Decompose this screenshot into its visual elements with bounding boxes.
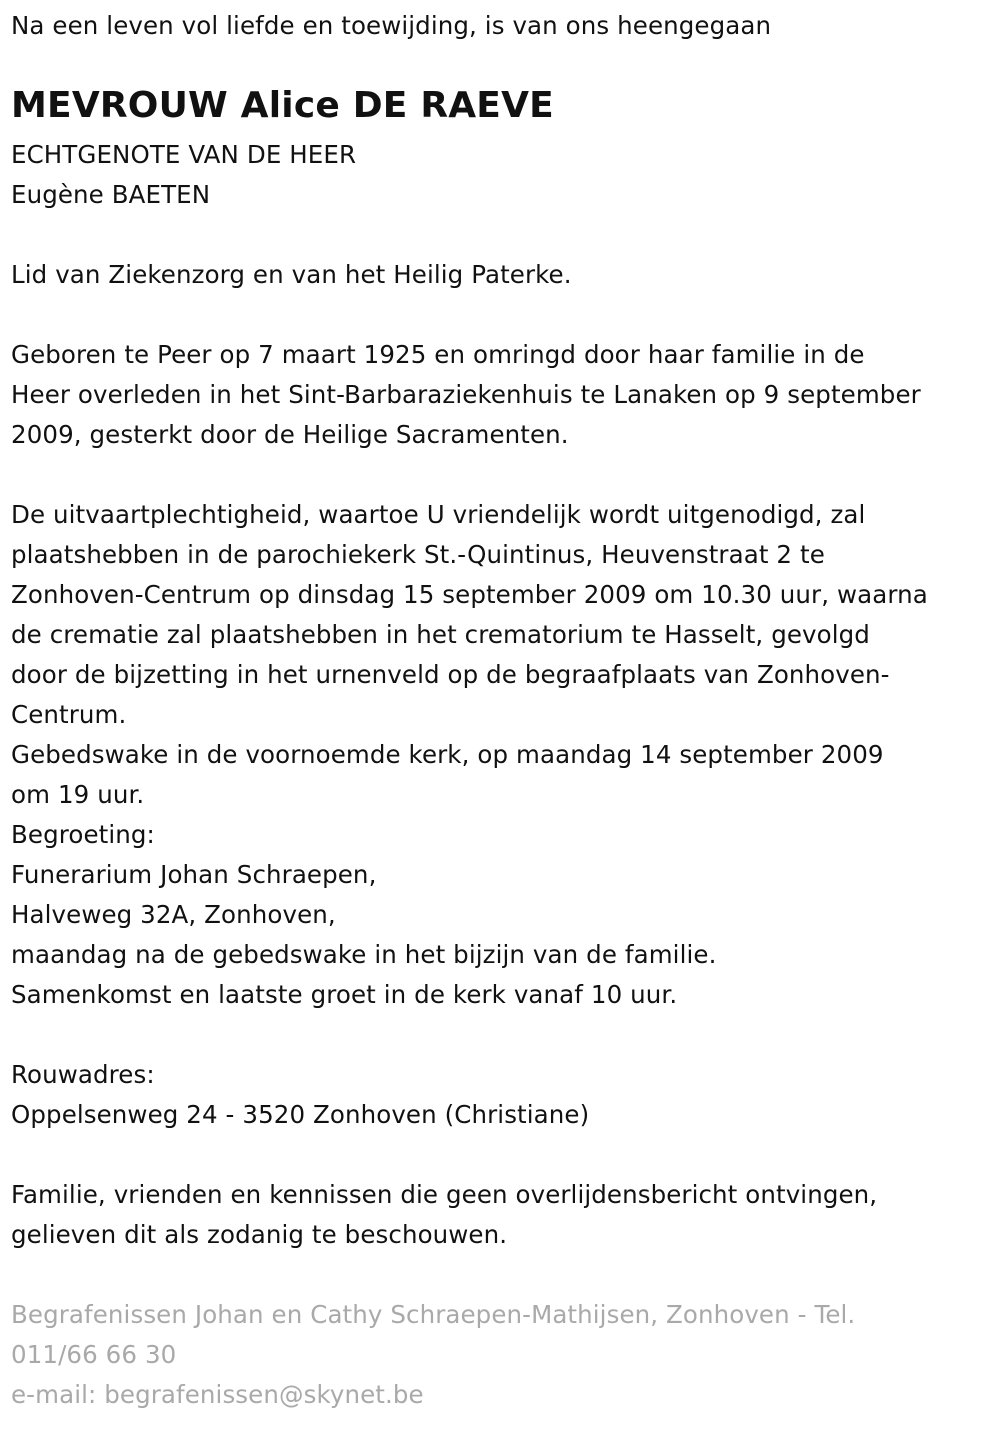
funeral-line: de crematie zal plaatshebben in het crematorium te Hasselt, gevolgd bbox=[11, 620, 870, 649]
birth-death-line: Heer overleden in het Sint-Barbaraziekenhuis te Lanaken op 9 september bbox=[11, 380, 921, 409]
family-notice-line: gelieven dit als zodanig te beschouwen. bbox=[11, 1220, 508, 1249]
spouse-title: ECHTGENOTE VAN DE HEER bbox=[11, 140, 357, 169]
funeral-home-phone: 011/66 66 30 bbox=[11, 1340, 177, 1369]
mourning-address-section bbox=[11, 1055, 589, 1135]
funeral-home-email: e-mail: begrafenissen@skynet.be bbox=[11, 1380, 424, 1409]
funerarium-address: Halveweg 32A, Zonhoven, bbox=[11, 900, 336, 929]
spouse-section bbox=[11, 135, 356, 215]
birth-death-line: 2009, gesterkt door de Heilige Sacramenten. bbox=[11, 420, 569, 449]
membership-text: Lid van Ziekenzorg en van het Heilig Paterke. bbox=[11, 260, 572, 289]
funerarium-name: Funerarium Johan Schraepen, bbox=[11, 860, 377, 889]
funeral-section bbox=[11, 495, 928, 1015]
membership-section bbox=[11, 255, 572, 295]
mourning-address-value: Oppelsenweg 24 - 3520 Zonhoven (Christiane) bbox=[11, 1100, 590, 1129]
funeral-line: door de bijzetting in het urnenveld op de begraafplaats van Zonhoven- bbox=[11, 660, 890, 689]
funeral-line: Zonhoven-Centrum op dinsdag 15 september 2009 om 10.30 uur, waarna bbox=[11, 580, 928, 609]
funeral-line: plaatshebben in de parochiekerk St.-Quintinus, Heuvenstraat 2 te bbox=[11, 540, 825, 569]
funeral-line: De uitvaartplechtigheid, waartoe U vriendelijk wordt uitgenodigd, zal bbox=[11, 500, 866, 529]
funeral-home-footer bbox=[11, 1295, 855, 1415]
vigil-line: Gebedswake in de voornoemde kerk, op maandag 14 september 2009 bbox=[11, 740, 884, 769]
farewell-line: Samenkomst en laatste groet in de kerk vanaf 10 uur. bbox=[11, 980, 678, 1009]
family-notice-line: Familie, vrienden en kennissen die geen overlijdensbericht ontvingen, bbox=[11, 1180, 878, 1209]
family-notice-section bbox=[11, 1175, 877, 1255]
deceased-name: MEVROUW Alice DE RAEVE bbox=[11, 85, 554, 126]
birth-death-section bbox=[11, 335, 921, 455]
birth-death-line: Geboren te Peer op 7 maart 1925 en omringd door haar familie in de bbox=[11, 340, 865, 369]
greeting-time: maandag na de gebedswake in het bijzijn van de familie. bbox=[11, 940, 717, 969]
vigil-line: om 19 uur. bbox=[11, 780, 145, 809]
funeral-line: Centrum. bbox=[11, 700, 127, 729]
spouse-name: Eugène BAETEN bbox=[11, 180, 211, 209]
mourning-address-label: Rouwadres: bbox=[11, 1060, 155, 1089]
greeting-label: Begroeting: bbox=[11, 820, 155, 849]
funeral-home-name: Begrafenissen Johan en Cathy Schraepen-Mathijsen, Zonhoven - Tel. bbox=[11, 1300, 856, 1329]
intro-text: Na een leven vol liefde en toewijding, is van ons heengegaan bbox=[11, 11, 772, 40]
